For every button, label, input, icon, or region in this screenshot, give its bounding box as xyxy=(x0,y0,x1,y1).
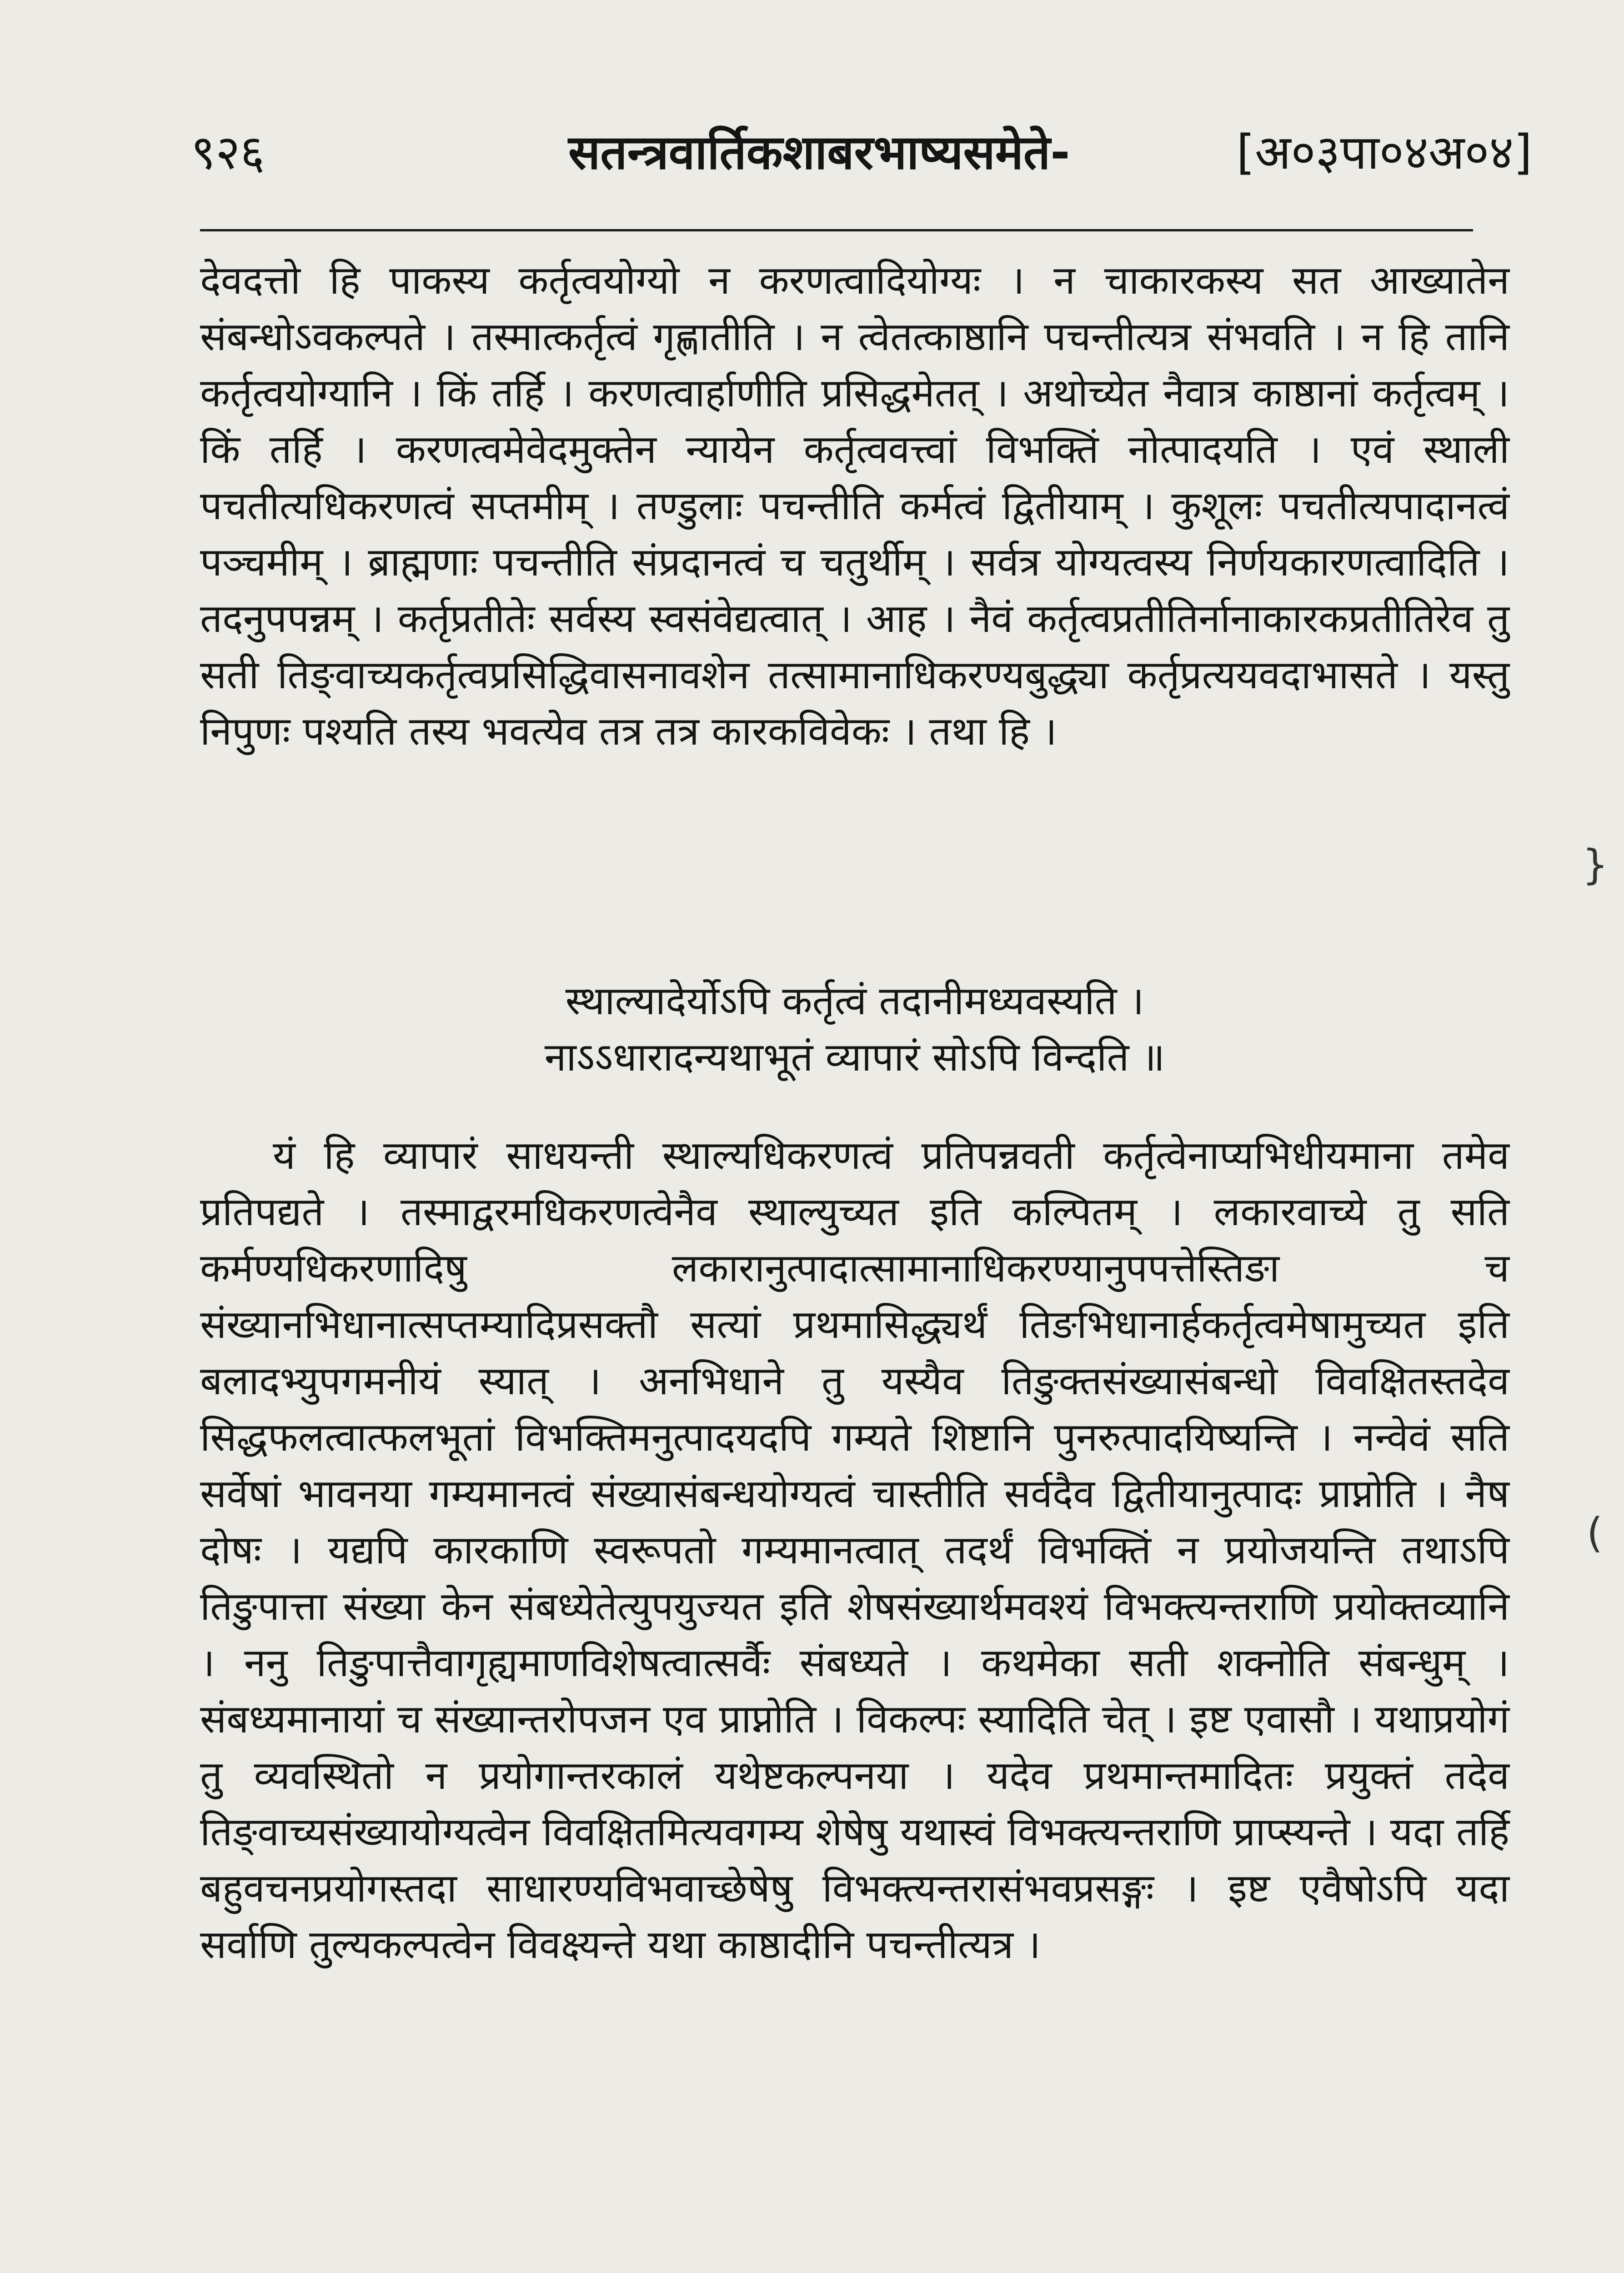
verse-block xyxy=(200,973,1509,1086)
running-title: सतन्त्रवार्तिकशाबरभाष्यसमेते- xyxy=(568,125,1070,180)
verse-line-2: नाऽऽधारादन्यथाभूतं व्यापारं सोऽपि विन्दति ॥ xyxy=(544,1035,1165,1080)
margin-mark-paren: ( xyxy=(1587,1509,1603,1557)
page-header xyxy=(191,114,1532,191)
chapter-reference: [अ०३पा०४अ०४] xyxy=(1236,125,1532,180)
paragraph-2: यं हि व्यापारं साधयन्ती स्थाल्यधिकरणत्वं प्रतिपन्नवती कर्तृत्वेनाप्यभिधीयमाना तमेव प्रतिपद्यते । तस्माद्वरमधिकरणत्वेनैव स्थाल्युच्यत इति कल्पितम् । लकारवाच्ये तु सति कर्मण्यधिकरणादिषु लकारानुत्पादात्सामानाधिकरण्यानुपपत्तेस्तिङा च संख्यानभिधानात्सप्तम्यादिप्रसक्तौ सत्यां प्रथमासिद्ध्यर्थं तिङभिधानार्हकर्तृत्वमेषामुच्यत इति बलादभ्युपगमनीयं स्यात् । अनभिधाने तु यस्यैव तिङुक्तसंख्यासंबन्धो विवक्षितस्तदेव सिद्धफलत्वात्फलभूतां विभक्तिमनुत्पादयदपि गम्यते शिष्टानि पुनरुत्पादयिष्यन्ति । नन्वेवं सति सर्वेषां भावनया गम्यमानत्वं संख्यासंबन्धयोग्यत्वं चास्तीति सर्वदैव द्वितीयानुत्पादः प्राप्नोति । नैष दोषः । यद्यपि कारकाणि स्वरूपतो गम्यमानत्वात् तदर्थं विभक्तिं न प्रयोजयन्ति तथाऽपि तिङुपात्ता संख्या केन संबध्येतेत्युपयुज्यत इति शेषसंख्यार्थमवश्यं विभक्त्यन्तराणि प्रयोक्तव्यानि । ननु तिङुपात्तैवागृह्यमाणविशेषत्वात्सर्वैः संबध्यते । कथमेका सती शक्नोति संबन्धुम् । संबध्यमानायां च संख्यान्तरोपजन एव प्राप्नोति । विकल्पः स्यादिति चेत् । इष्ट एवासौ । यथाप्रयोगं तु व्यवस्थितो न प्रयोगान्तरकालं यथेष्टकल्पनया । यदेव प्रथमान्तमादितः प्रयुक्तं तदेव तिङ्वाच्यसंख्यायोग्यत्वेन विवक्षितमित्यवगम्य शेषेषु यथास्वं विभक्त्यन्तराणि प्राप्स्यन्ते । यदा तर्हि बहुवचनप्रयोगस्तदा साधारण्यविभवाच्छेषेषु विभक्त्यन्तरासंभवप्रसङ्गः । इष्ट एवैषोऽपि यदा सर्वाणि तुल्यकल्पत्वेन विवक्ष्यन्ते यथा काष्ठादीनि पचन्तीत्यत्र । xyxy=(200,1133,1509,1968)
header-rule xyxy=(200,229,1473,231)
paragraph-1: देवदत्तो हि पाकस्य कर्तृत्वयोग्यो न करणत्वादियोग्यः । न चाकारकस्य सत आख्यातेन संबन्धोऽवकल्पते । तस्मात्कर्तृत्वं गृह्णातीति । न त्वेतत्काष्ठानि पचन्तीत्यत्र संभवति । न हि तानि कर्तृत्वयोग्यानि । किं तर्हि । करणत्वार्हाणीति प्रसिद्धमेतत् । अथोच्येत नैवात्र काष्ठानां कर्तृत्वम् । किं तर्हि । करणत्वमेवेदमुक्तेन न्यायेन कर्तृत्ववत्त्वां विभक्तिं नोत्पादयति । एवं स्थाली पचतीत्यधिकरणत्वं सप्तमीम् । तण्डुलाः पचन्तीति कर्मत्वं द्वितीयाम् । कुशूलः पचतीत्यपादानत्वं पञ्चमीम् । ब्राह्मणाः पचन्तीति संप्रदानत्वं च चतुर्थीम् । सर्वत्र योग्यत्वस्य निर्णयकारणत्वादिति । तदनुपपन्नम् । कर्तृप्रतीतेः सर्वस्य स्वसंवेद्यत्वात् । आह । नैवं कर्तृत्वप्रतीतिर्नानाकारकप्रतीतिरेव तु सती तिङ्वाच्यकर्तृत्वप्रसिद्धिवासनावशेन तत्सामानाधिकरण्यबुद्ध्या कर्तृप्रत्ययवदाभासते । यस्तु निपुणः पश्यति तस्य भवत्येव तत्र तत्र कारकविवेकः । तथा हि । xyxy=(200,258,1509,754)
verse-line-1: स्थाल्यादेर्योऽपि कर्तृत्वं तदानीमध्यवस्यति । xyxy=(565,978,1144,1024)
page-number: ९२६ xyxy=(191,125,265,180)
margin-mark-bracket: } xyxy=(1582,841,1609,889)
